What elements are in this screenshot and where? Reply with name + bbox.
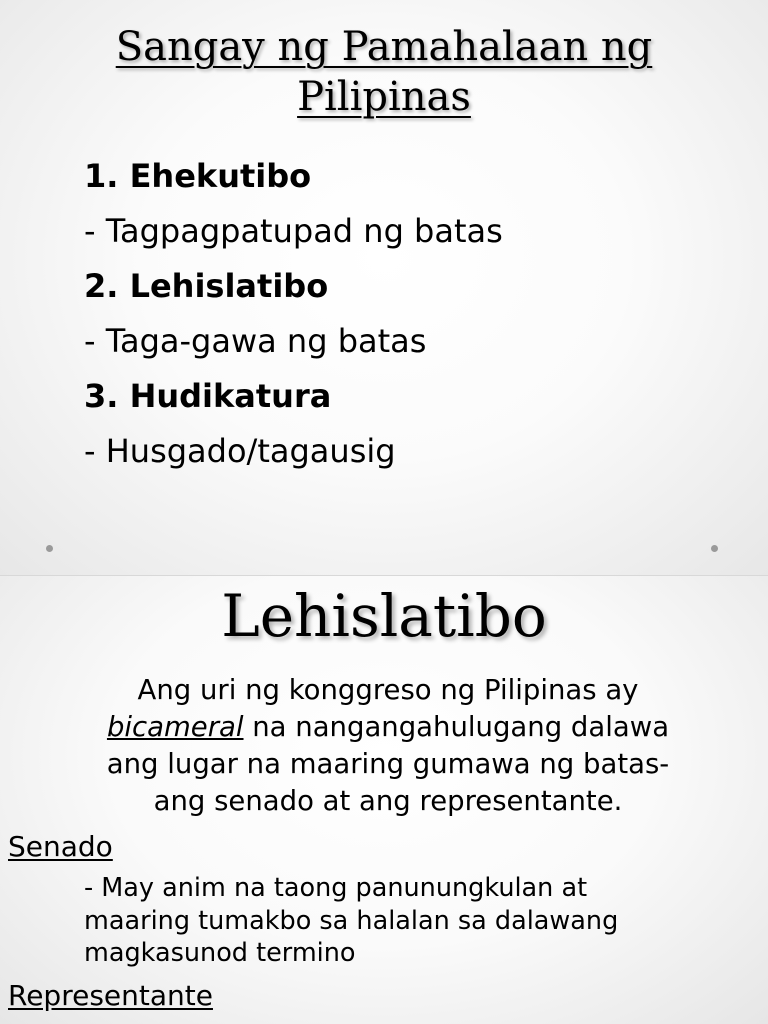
slide-title: Lehislatibo [221, 582, 547, 650]
paragraph-line: ang senado at ang representante. [153, 785, 623, 817]
senado-heading: Senado [8, 830, 113, 863]
branches-list [84, 152, 503, 482]
senado-description-line: maaring tumakbo sa halalan sa dalawang [84, 905, 619, 936]
branch-heading-executive: 1. Ehekutibo [84, 157, 312, 195]
slide-title-line: Pilipinas [297, 74, 471, 120]
branch-heading-judiciary: 3. Hudikatura [84, 377, 332, 415]
paragraph-line: ang lugar na maaring gumawa ng batas- [106, 748, 670, 780]
slide-title-line: Sangay ng Pamahalaan ng [115, 24, 653, 70]
paragraph-line: Ang uri ng konggreso ng Pilipinas ay [137, 674, 639, 706]
bicameral-term: bicameral [106, 711, 244, 743]
paragraph-line [8, 709, 768, 746]
slide-corner-dot [711, 545, 718, 552]
slide-legislative [0, 576, 768, 1024]
representante-heading: Representante [8, 979, 213, 1012]
branch-description-legislative: - Taga-gawa ng batas [84, 322, 427, 360]
branch-description-judiciary: - Husgado/tagausig [84, 432, 396, 470]
senado-description-line: magkasunod termino [84, 938, 356, 968]
branch-description-executive: - Tagpagpatupad ng batas [84, 212, 503, 250]
branch-heading-legislative: 2. Lehislatibo [84, 267, 329, 305]
senado-description [84, 872, 618, 970]
senado-description-line: - May anim na taong panunungkulan at [84, 873, 588, 903]
slide-title [0, 22, 768, 122]
bicameral-paragraph [8, 672, 768, 820]
slide-corner-dot [46, 545, 53, 552]
paragraph-text: na nangangahulugang dalawa [243, 711, 670, 743]
